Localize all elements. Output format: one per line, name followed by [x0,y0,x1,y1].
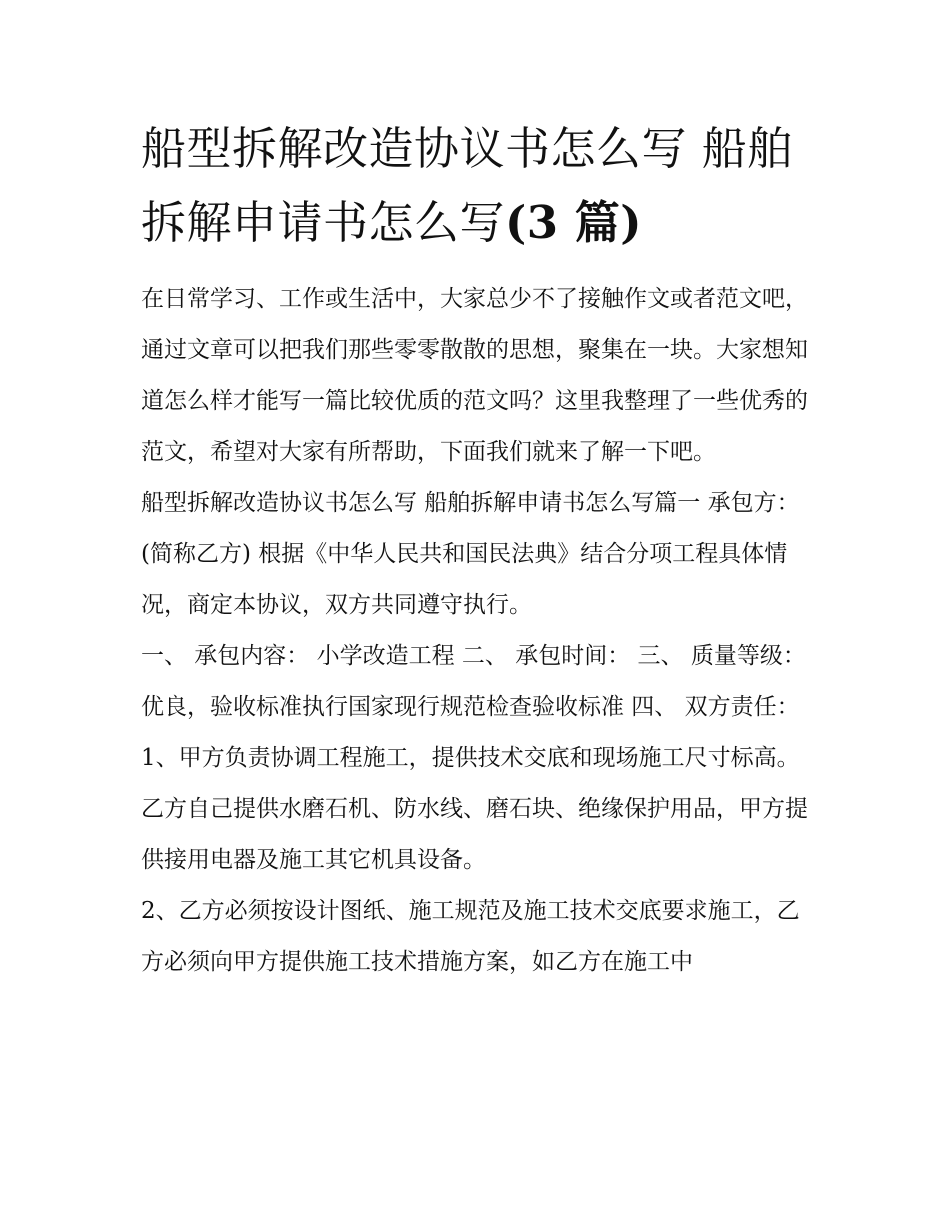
document-title-suffix: (3 篇) [505,196,643,249]
paragraph-part-one: 船型拆解改造协议书怎么写 船舶拆解申请书怎么写篇一 承包方： (简称乙方) 根据《中华人民共和国民法典》结合分项工程具体情况，商定本协议，双方共同遵守执行。 [141,490,800,618]
paragraph-clause-2: 2、乙方必须按设计图纸、施工规范及施工技术交底要求施工，乙方必须向甲方提供施工技术措施方案，如乙方在施工中 [141,898,800,975]
paragraph-clause-1: 1、甲方负责协调工程施工，提供技术交底和现场施工尺寸标高。乙方自己提供水磨石机、防水线、磨石块、绝缘保护用品，甲方提供接用电器及施工其它机具设备。 [141,745,808,873]
document-body [141,112,821,988]
document-title [141,112,821,260]
document-title-text: 船型拆解改造协议书怎么写 船舶拆解申请书怎么写 [141,122,793,249]
paragraph-intro: 在日常学习、工作或生活中，大家总少不了接触作文或者范文吧，通过文章可以把我们那些零零散散的思想，聚集在一块。大家想知道怎么样才能写一篇比较优质的范文吗？这里我整理了一些优秀的范文，希望对大家有所帮助，下面我们就来了解一下吧。 [141,286,808,465]
paragraph-contract-terms: 一、 承包内容： 小学改造工程 二、 承包时间： 三、 质量等级：优良，验收标准执行国家现行规范检查验收标准 四、 双方责任： [141,643,806,720]
